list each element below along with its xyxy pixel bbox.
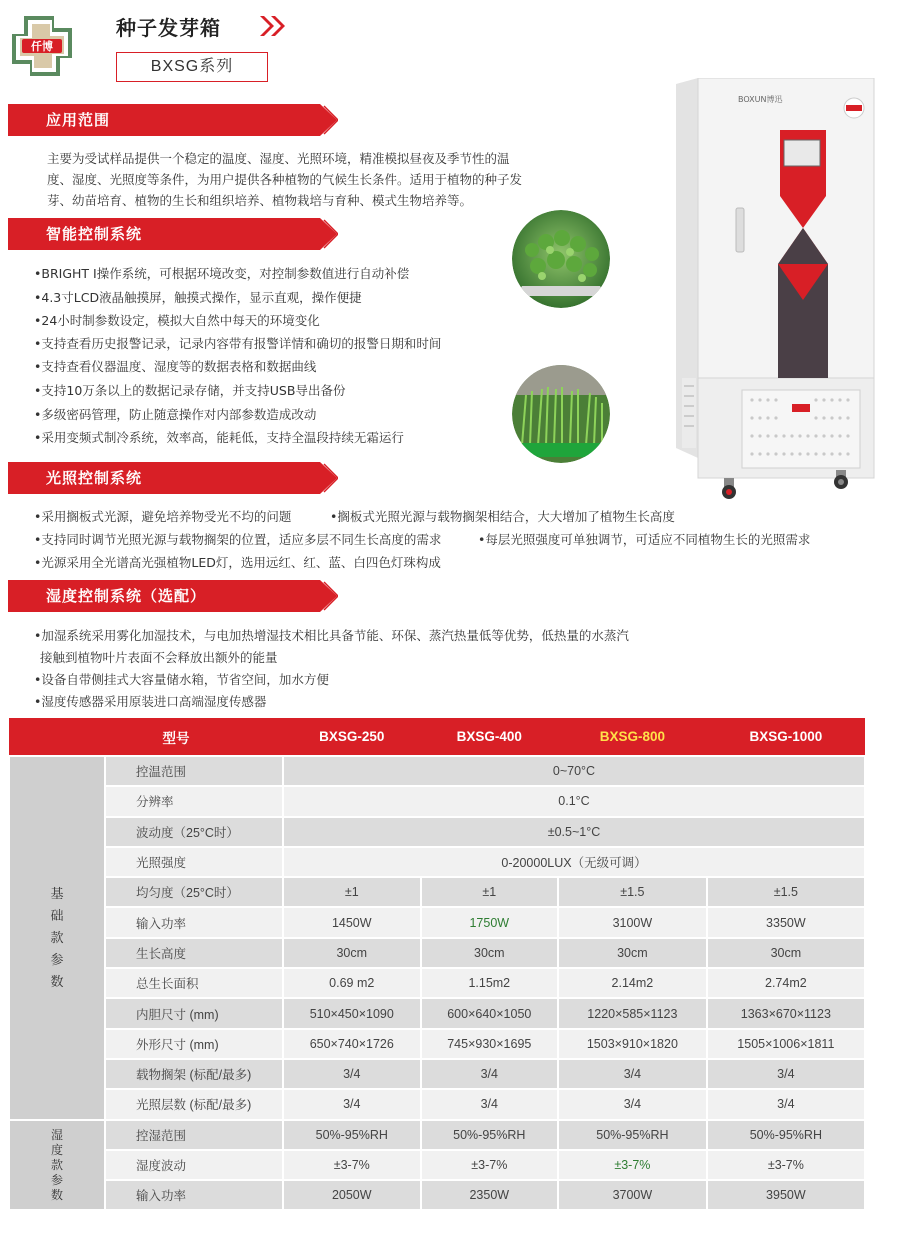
cell: ±1	[283, 877, 421, 907]
row-label: 均匀度（25°C时）	[105, 877, 283, 907]
cell: 3/4	[558, 1059, 707, 1089]
model-header-1000: BXSG-1000	[707, 718, 865, 756]
cell: 50%-95%RH	[707, 1120, 865, 1150]
model-header: 型号	[9, 718, 283, 756]
model-header-800: BXSG-800	[558, 718, 707, 756]
cell: 50%-95%RH	[283, 1120, 421, 1150]
table-row	[9, 968, 865, 998]
cell: 510×450×1090	[283, 998, 421, 1028]
table-row	[9, 998, 865, 1028]
cell: 3950W	[707, 1180, 865, 1210]
cell: 3/4	[707, 1059, 865, 1089]
list-item: •每层光照强度可单独调节，可适应不同植物生长的光照需求	[478, 532, 811, 547]
cell: 1750W	[421, 907, 559, 937]
cell: 3100W	[558, 907, 707, 937]
cell: 0.1°C	[283, 786, 865, 816]
table-row	[9, 756, 865, 786]
series-label: BXSG系列	[116, 52, 268, 82]
cell: 3350W	[707, 907, 865, 937]
list-item: 接触到植物叶片表面不会释放出额外的能量	[40, 650, 278, 665]
row-label: 湿度波动	[105, 1150, 283, 1180]
brand-logo	[10, 14, 74, 78]
list-item: •设备自带侧挂式大容量储水箱，节省空间，加水方便	[34, 672, 329, 687]
cell: 30cm	[558, 938, 707, 968]
table-row	[9, 1150, 865, 1180]
specs-table	[8, 718, 866, 1211]
cell: ±3-7%	[707, 1150, 865, 1180]
row-label: 光照层数 (标配/最多)	[105, 1089, 283, 1119]
cell: ±3-7%	[283, 1150, 421, 1180]
cell: 3/4	[421, 1059, 559, 1089]
incubator-illustration	[668, 78, 890, 502]
list-item: •光源采用全光谱高光强植物LED灯，选用远红、红、蓝、白四色灯珠构成	[34, 555, 441, 570]
cell: 1505×1006×1811	[707, 1029, 865, 1059]
row-label: 载物搁架 (标配/最多)	[105, 1059, 283, 1089]
logo-text: 仟博	[31, 40, 53, 53]
row-label: 控温范围	[105, 756, 283, 786]
table-row	[9, 1059, 865, 1089]
table-row	[9, 1089, 865, 1119]
table-row	[9, 847, 865, 877]
row-label: 输入功率	[105, 1180, 283, 1210]
cell: 1450W	[283, 907, 421, 937]
cell: 2.74m2	[707, 968, 865, 998]
list-item: •多级密码管理，防止随意操作对内部参数造成改动	[34, 407, 317, 422]
table-row	[9, 877, 865, 907]
list-item: •加湿系统采用雾化加湿技术，与电加热增湿技术相比具备节能、环保、蒸汽热量低等优势，低热量的水蒸汽	[34, 628, 629, 643]
list-item: •湿度传感器采用原装进口高端湿度传感器	[34, 694, 267, 709]
section-header-humidity: 湿度控制系统（选配）	[8, 580, 338, 612]
sprout-photo	[512, 365, 610, 463]
list-item: •支持同时调节光照光源与载物搁架的位置，适应多层不同生长高度的需求	[34, 532, 442, 547]
row-label: 生长高度	[105, 938, 283, 968]
cell: 3/4	[558, 1089, 707, 1119]
cell: 1363×670×1123	[707, 998, 865, 1028]
row-label: 控湿范围	[105, 1120, 283, 1150]
cell: ±1.5	[558, 877, 707, 907]
section-header-application: 应用范围	[8, 104, 338, 136]
table-row	[9, 817, 865, 847]
cell: 50%-95%RH	[558, 1120, 707, 1150]
table-row	[9, 1180, 865, 1210]
model-header-250: BXSG-250	[283, 718, 421, 756]
cell: 3/4	[707, 1089, 865, 1119]
list-item: •支持查看仪器温度、湿度等的数据表格和数据曲线	[34, 359, 317, 374]
table-header-row	[9, 718, 865, 756]
table-row	[9, 1029, 865, 1059]
cell: 2050W	[283, 1180, 421, 1210]
table-row	[9, 938, 865, 968]
section-header-smart: 智能控制系统	[8, 218, 338, 250]
cell: ±0.5~1°C	[283, 817, 865, 847]
cell: ±1.5	[707, 877, 865, 907]
row-label: 外形尺寸 (mm)	[105, 1029, 283, 1059]
cell: ±3-7%	[558, 1150, 707, 1180]
cell: 2.14m2	[558, 968, 707, 998]
brand-text: BOXUN博迅	[738, 95, 783, 104]
category-basic: 基 础 款 参 数	[9, 756, 105, 1120]
seedling-photo	[512, 210, 610, 308]
row-label: 波动度（25°C时）	[105, 817, 283, 847]
application-text: 主要为受试样品提供一个稳定的温度、湿度、光照环境，精准模拟昼夜及季节性的温度、湿度、光照度等条件，为用户提供各种植物的气候生长条件。适用于植物的种子发芽、幼苗培育、植物的生长和组织培养、植物栽培与育种、模式生物培养等。	[47, 151, 523, 208]
list-item: •采用变频式制冷系统，效率高，能耗低，支持全温段持续无霜运行	[34, 430, 404, 445]
table-row	[9, 786, 865, 816]
list-item: •支持查看历史报警记录，记录内容带有报警详情和确切的报警日期和时间	[34, 336, 442, 351]
section-header-light: 光照控制系统	[8, 462, 338, 494]
list-item: •4.3寸LCD液晶触摸屏，触摸式操作，显示直观，操作便捷	[34, 290, 362, 305]
cell: 1.15m2	[421, 968, 559, 998]
table-row	[9, 907, 865, 937]
model-header-400: BXSG-400	[421, 718, 559, 756]
cell: ±1	[421, 877, 559, 907]
list-item: •BRIGHT Ⅰ操作系统，可根据环境改变，对控制参数值进行自动补偿	[34, 266, 410, 281]
row-label: 分辨率	[105, 786, 283, 816]
cell: 3/4	[283, 1089, 421, 1119]
list-item: •支持10万条以上的数据记录存储，并支持USB导出备份	[34, 383, 346, 398]
cell: 50%-95%RH	[421, 1120, 559, 1150]
cell: 745×930×1695	[421, 1029, 559, 1059]
cell: 0-20000LUX（无级可调）	[283, 847, 865, 877]
cell: 2350W	[421, 1180, 559, 1210]
table-row	[9, 1120, 865, 1150]
list-item: •采用搁板式光源，避免培养物受光不均的问题	[34, 509, 292, 524]
cell: 30cm	[283, 938, 421, 968]
double-chevron-icon	[258, 14, 288, 38]
cell: 3/4	[421, 1089, 559, 1119]
cell: 600×640×1050	[421, 998, 559, 1028]
cell: 30cm	[707, 938, 865, 968]
page-title: 种子发芽箱	[116, 16, 221, 40]
list-item: •24小时制参数设定，模拟大自然中每天的环境变化	[34, 313, 320, 328]
cell: ±3-7%	[421, 1150, 559, 1180]
row-label: 光照强度	[105, 847, 283, 877]
row-label: 内胆尺寸 (mm)	[105, 998, 283, 1028]
list-item: •搁板式光照光源与载物搁架相结合，大大增加了植物生长高度	[330, 509, 675, 524]
row-label: 总生长面积	[105, 968, 283, 998]
cell: 30cm	[421, 938, 559, 968]
cell: 1220×585×1123	[558, 998, 707, 1028]
cell: 3/4	[283, 1059, 421, 1089]
cell: 0.69 m2	[283, 968, 421, 998]
cell: 0~70°C	[283, 756, 865, 786]
category-humidity: 湿 度 款 参 数	[9, 1120, 105, 1211]
cell: 3700W	[558, 1180, 707, 1210]
cell: 1503×910×1820	[558, 1029, 707, 1059]
row-label: 输入功率	[105, 907, 283, 937]
cell: 650×740×1726	[283, 1029, 421, 1059]
